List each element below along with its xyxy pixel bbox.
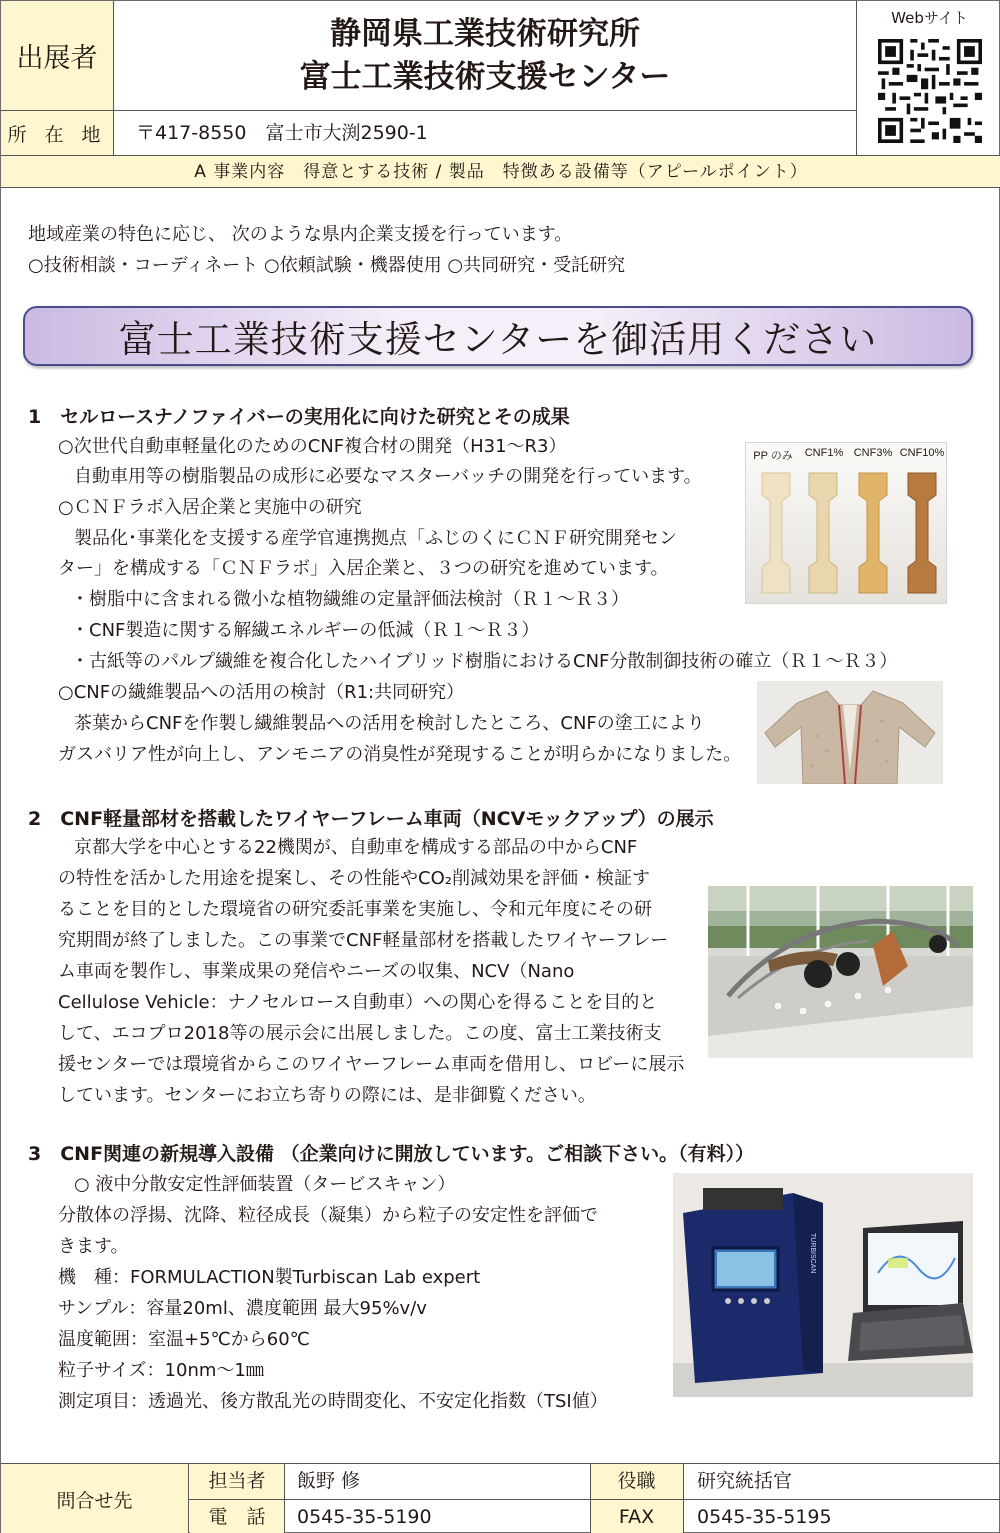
section3-sub: ○ 液中分散安定性評価装置（タービスキャン） (74, 1174, 456, 1195)
sample-label-cnf3: CNF3% (853, 447, 893, 459)
section2-line: して、エコプロ2018等の展示会に出展しました。この度、富士工業技術支 (58, 1023, 662, 1044)
section2-line: しています。センターにお立ち寄りの際には、是非御覧ください。 (58, 1085, 596, 1106)
footer-divider (683, 1464, 684, 1533)
position-label: 役職 (617, 1470, 656, 1492)
dumbbell-specimens-icon (746, 443, 947, 604)
exhibitor-label: 出展者 (1, 1, 114, 111)
section2-heading: 2 CNF軽量部材を搭載したワイヤーフレーム車両（NCVモックアップ）の展示 (28, 808, 714, 830)
section3-line: サンプル：容量20ml、濃度範囲 最大95%v/v (58, 1298, 427, 1319)
web-site-box (856, 1, 1000, 156)
fax-number: 0545-35-5195 (697, 1506, 832, 1528)
section-bar: A 事業内容 得意とする技術 / 製品 特徴ある設備等（アピールポイント） (1, 156, 1000, 188)
section1-sub3-text2: ガスバリア性が向上し、アンモニアの消臭性が発現することが明らかになりました。 (58, 744, 742, 765)
section3-line: 温度範囲：室温+5℃から60℃ (58, 1329, 310, 1350)
contact-label: 問合せ先 (1, 1464, 189, 1533)
section1-bullet2: ・CNF製造に関する解繊エネルギーの低減（Ｒ１～Ｒ３） (71, 620, 540, 641)
section2-line: ることを目的とした環境省の研究委託事業を実施し、令和元年度にその研 (58, 899, 652, 920)
section3-line: きます。 (58, 1236, 129, 1257)
cnf-sample-photo (745, 442, 947, 604)
section2-line: 京都大学を中心とする22機関が、自動車を構成する部品の中からCNF (74, 837, 638, 858)
person-label: 担当者 (208, 1470, 266, 1492)
address-row (1, 111, 856, 156)
sample-label-cnf10: CNF10% (899, 447, 945, 459)
section1-sub2-text1: 製品化･事業化を支援する産学官連携拠点「ふじのくにＣＮＦ研究開発セン (74, 528, 677, 549)
section2-line: Cellulose Vehicle：ナノセルロース自動車）への関心を得ることを目的と (58, 992, 658, 1013)
section1-sub3: ○CNFの繊維製品への活用の検討（R1:共同研究） (58, 682, 465, 703)
section1-bullet1: ・樹脂中に含まれる微小な植物繊維の定量評価法検討（Ｒ１～Ｒ３） (71, 589, 629, 610)
wireframe-vehicle-icon (708, 886, 973, 1058)
section3-line: 測定項目：透過光、後方散乱光の時間変化、不安定化指数（TSI値） (58, 1391, 608, 1412)
position-value: 研究統括官 (697, 1470, 793, 1492)
intro-line2: ○技術相談・コーディネート ○依頼試験・機器使用 ○共同研究・受託研究 (28, 255, 626, 276)
contact-footer (1, 1463, 1000, 1533)
section3-line: 粒子サイズ：10nm～1㎜ (58, 1360, 264, 1381)
address-text: 〒417-8550 富士市大渕2590-1 (136, 122, 428, 144)
section3-line: 機 種：FORMULACTION製Turbiscan Lab expert (58, 1267, 481, 1288)
section2-line: ム車両を製作し、事業成果の発信やニーズの収集、NCV（Nano (58, 961, 575, 982)
exhibitor-name (114, 1, 856, 111)
sample-label-pp: PP のみ (753, 450, 793, 462)
section1-sub1-text: 自動車用等の樹脂製品の成形に必要なマスターバッチの開発を行っています。 (74, 466, 702, 487)
section2-line: 究期間が終了しました。この事業でCNF軽量部材を搭載したワイヤーフレー (58, 930, 669, 951)
section1-heading: 1 セルロースナノファイバーの実用化に向けた研究とその成果 (28, 406, 570, 428)
turbiscan-device-icon (673, 1173, 973, 1397)
qr-code-icon[interactable] (878, 39, 982, 143)
section1-sub3-text1: 茶葉からCNFを作製し繊維製品への活用を検討したところ、CNFの塗工により (74, 713, 705, 734)
tel-label: 電 話 (208, 1506, 266, 1528)
section1-sub1: ○次世代自動車軽量化のためのCNF複合材の開発（H31～R3） (58, 436, 567, 457)
footer-divider (284, 1464, 285, 1533)
jacket-icon (757, 681, 943, 784)
sample-label-cnf1: CNF1% (804, 447, 844, 459)
banner: 富士工業技術支援センターを御活用ください (23, 306, 973, 366)
section2-line: の特性を活かした用途を提案し、その性能やCO₂削減効果を評価・検証す (58, 868, 650, 889)
section3-line: 分散体の浮揚、沈降、粒径成長（凝集）から粒子の安定性を評価で (58, 1205, 598, 1226)
intro (28, 219, 625, 281)
ncv-mockup-photo (708, 886, 973, 1058)
device-brand-text: TURBISCAN (809, 1233, 816, 1274)
section1-sub2-text2: ター」を構成する「ＣＮＦラボ」入居企業と、３つの研究を進めています。 (58, 558, 669, 579)
section1-bullet3: ・古紙等のパルプ繊維を複合化したハイブリッド樹脂におけるCNF分散制御技術の確立（Ｒ１～Ｒ３） (71, 651, 898, 672)
intro-line1: 地域産業の特色に応じ、 次のような県内企業支援を行っています。 (28, 224, 573, 245)
section3-heading: 3 CNF関連の新規導入設備 （企業向けに開放しています。ご相談下さい。（有料）） (28, 1143, 755, 1165)
section1-sub2: ○ＣＮＦラボ入居企業と実施中の研究 (58, 497, 362, 518)
turbiscan-photo (673, 1173, 973, 1397)
exhibitor-name-line1: 静岡県工業技術研究所 (330, 15, 640, 52)
cnf-garment-photo (757, 681, 943, 784)
fax-label: FAX (618, 1506, 655, 1528)
exhibitor-name-line2: 富士工業技術支援センター (299, 58, 671, 95)
person-name: 飯野 修 (297, 1470, 361, 1492)
tel-number[interactable]: 0545-35-5190 (297, 1506, 432, 1528)
web-site-label: Webサイト (891, 9, 968, 27)
header (1, 1, 1000, 111)
section2-line: 援センターでは環境省からこのワイヤーフレーム車両を借用し、ロビーに展示 (58, 1054, 685, 1075)
address-label: 所 在 地 (1, 111, 114, 155)
